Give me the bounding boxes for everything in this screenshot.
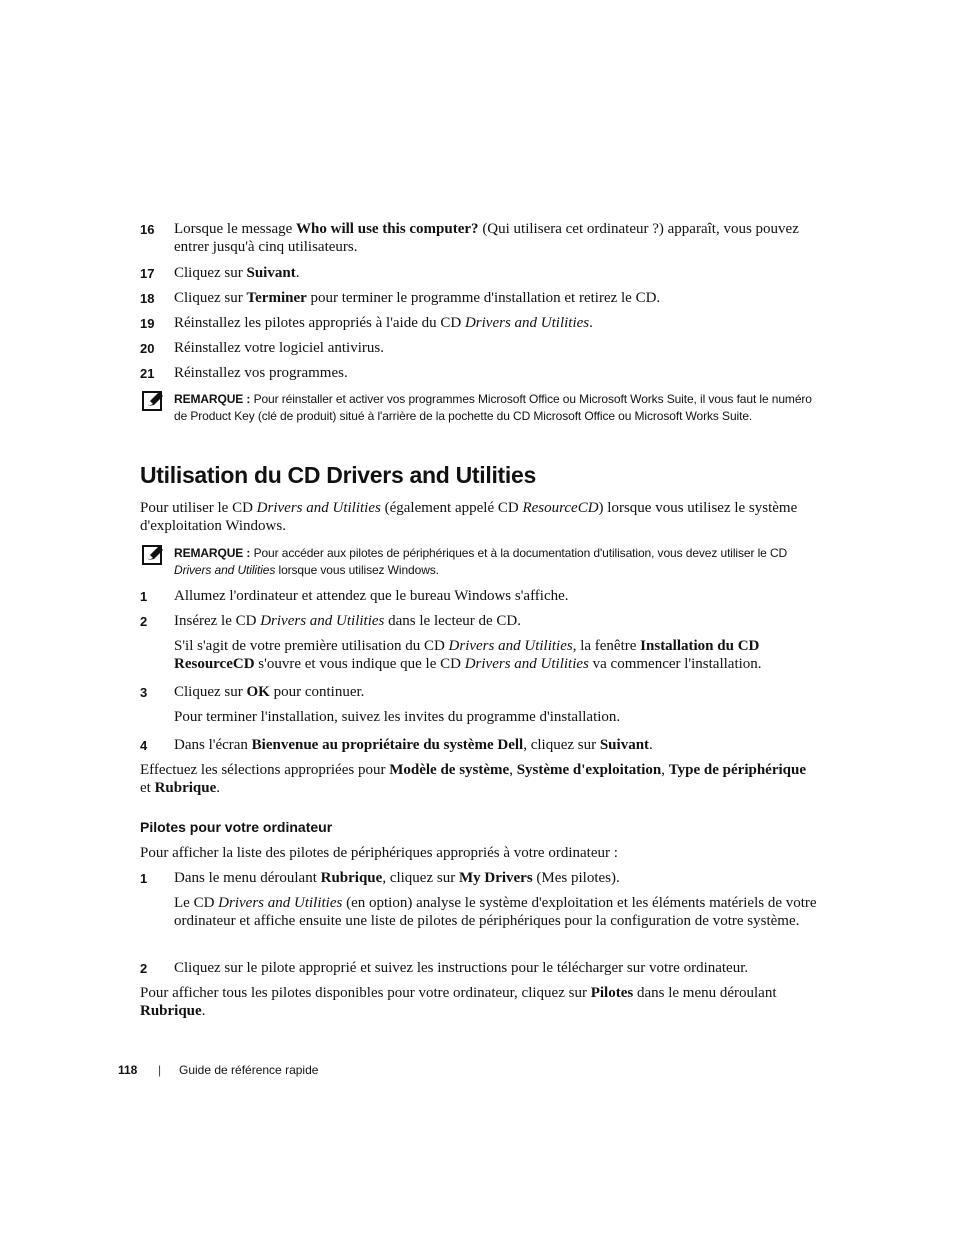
section-title: Utilisation du CD Drivers and Utilities bbox=[140, 462, 536, 488]
text-run: Pour afficher tous les pilotes disponibles pour votre ordinateur, cliquez sur bbox=[140, 985, 591, 1001]
step-3-detail bbox=[174, 708, 820, 726]
text-run: Effectuez les sélections appropriées pour bbox=[140, 762, 390, 778]
step-text bbox=[174, 314, 820, 332]
bold-term: Rubrique bbox=[320, 870, 383, 886]
footer-title: Guide de référence rapide bbox=[179, 1063, 319, 1077]
text-run: (Mes pilotes). bbox=[532, 870, 620, 886]
bold-term: Type de périphérique bbox=[668, 762, 807, 778]
step-number: 1 bbox=[140, 589, 148, 604]
bold-term: My Drivers bbox=[458, 870, 533, 886]
text-run: , cliquez sur bbox=[382, 870, 459, 886]
step-4 bbox=[140, 736, 820, 754]
italic-term: Drivers and Utilities bbox=[464, 656, 589, 672]
text-run: Cliquez sur le pilote approprié et suivez les instructions pour le télécharger sur votre ordinateur. bbox=[174, 960, 749, 976]
text-run: . bbox=[201, 1003, 206, 1019]
step-2 bbox=[140, 612, 820, 630]
text-run: dans le lecteur de CD. bbox=[384, 613, 522, 629]
bold-term: Rubrique bbox=[140, 1003, 202, 1019]
bold-term: Installation du CD ResourceCD bbox=[174, 638, 760, 672]
text-run: va commencer l'installation. bbox=[588, 656, 762, 672]
text-run: Insérez le CD bbox=[174, 613, 261, 629]
text-run: . bbox=[589, 315, 593, 331]
page-number: 118 bbox=[118, 1063, 138, 1077]
text-run: Le CD bbox=[174, 895, 219, 911]
note-pencil-icon bbox=[142, 391, 164, 411]
text-run: pour terminer le programme d'installation et retirez le CD. bbox=[306, 290, 661, 306]
italic-term: Drivers and Utilities bbox=[260, 613, 385, 629]
step-text bbox=[174, 289, 820, 307]
step-text bbox=[174, 736, 820, 754]
text-run: Réinstallez les pilotes appropriés à l'aide du CD bbox=[174, 315, 465, 331]
bold-term: OK bbox=[246, 684, 270, 700]
text-run: . bbox=[216, 780, 221, 796]
step-17 bbox=[140, 264, 820, 282]
text-run: et bbox=[140, 780, 155, 796]
step-text bbox=[174, 587, 820, 605]
note-body bbox=[174, 392, 812, 423]
text-run: Pour accéder aux pilotes de périphériques et à la documentation d'utilisation, vous devez utiliser le CD bbox=[250, 546, 788, 560]
text-run: Réinstallez vos programmes. bbox=[174, 365, 348, 381]
step-16 bbox=[140, 220, 820, 256]
step-1 bbox=[140, 587, 820, 605]
text-run: s'ouvre et vous indique que le CD bbox=[254, 656, 465, 672]
all-drivers-paragraph bbox=[140, 984, 820, 1020]
note-label: REMARQUE : bbox=[174, 546, 251, 560]
text-run: Lorsque le message bbox=[174, 221, 297, 237]
step-number: 21 bbox=[140, 366, 155, 381]
step-19 bbox=[140, 314, 820, 332]
step-18 bbox=[140, 289, 820, 307]
bold-term: Pilotes bbox=[590, 985, 634, 1001]
step-number: 20 bbox=[140, 341, 155, 356]
step-number: 2 bbox=[140, 961, 148, 976]
footer-separator: | bbox=[158, 1063, 162, 1077]
bold-term: Suivant bbox=[246, 265, 296, 281]
step-text bbox=[174, 612, 820, 630]
bold-term: Système d'exploitation bbox=[516, 762, 662, 778]
text-run: . bbox=[649, 737, 653, 753]
step-number: 4 bbox=[140, 738, 148, 753]
text-run: (en option) analyse le système d'exploitation et les éléments matériels de votre ordinateur et affiche ensuite une liste de pilotes de périphériques pour la configuration de votre système. bbox=[174, 895, 817, 929]
step-number: 19 bbox=[140, 316, 155, 331]
bold-term: Bienvenue au propriétaire du système Dell bbox=[251, 737, 524, 753]
step-text bbox=[174, 683, 820, 701]
note-body bbox=[174, 546, 787, 577]
step-text bbox=[174, 869, 820, 887]
step-20 bbox=[140, 339, 820, 357]
driver-step-2 bbox=[140, 959, 820, 977]
step-number: 3 bbox=[140, 685, 148, 700]
step-number: 16 bbox=[140, 222, 155, 237]
text-run: Dans le menu déroulant bbox=[174, 870, 321, 886]
step-text bbox=[174, 220, 820, 256]
text-run: , cliquez sur bbox=[523, 737, 600, 753]
step-text bbox=[174, 959, 820, 977]
bold-term: Rubrique bbox=[154, 780, 217, 796]
text-run: pour continuer. bbox=[269, 684, 365, 700]
bold-term: Terminer bbox=[246, 290, 307, 306]
step-21 bbox=[140, 364, 820, 382]
subsection-title: Pilotes pour votre ordinateur bbox=[140, 819, 333, 835]
selections-paragraph bbox=[140, 761, 820, 797]
step-2-detail bbox=[174, 637, 820, 673]
note-product-key bbox=[140, 391, 820, 425]
note-label: REMARQUE : bbox=[174, 392, 251, 406]
text-run: , bbox=[661, 762, 669, 778]
intro-paragraph bbox=[140, 499, 820, 535]
text-run: Allumez l'ordinateur et attendez que le bureau Windows s'affiche. bbox=[174, 588, 569, 604]
step-number: 1 bbox=[140, 871, 148, 886]
bold-term: Suivant bbox=[599, 737, 650, 753]
drivers-intro bbox=[140, 844, 820, 862]
text-run: lorsque vous utilisez Windows. bbox=[275, 563, 439, 577]
text-run: Pour utiliser le CD bbox=[140, 500, 257, 516]
text-run: (également appelé CD bbox=[380, 500, 523, 516]
step-3 bbox=[140, 683, 820, 701]
note-pencil-icon bbox=[142, 545, 164, 565]
text-run: , bbox=[509, 762, 517, 778]
text-run: Cliquez sur bbox=[174, 290, 247, 306]
bold-term: Modèle de système bbox=[389, 762, 510, 778]
step-number: 2 bbox=[140, 614, 148, 629]
step-text bbox=[174, 264, 820, 282]
bold-term: Who will use this computer? bbox=[296, 221, 479, 237]
text-run: S'il s'agit de votre première utilisation du CD bbox=[174, 638, 449, 654]
text-run: dans le menu déroulant bbox=[633, 985, 777, 1001]
text-run: Dans l'écran bbox=[174, 737, 252, 753]
italic-term: ResourceCD bbox=[522, 500, 599, 516]
step-text bbox=[174, 364, 820, 382]
step-number: 18 bbox=[140, 291, 155, 306]
text-run: Réinstallez votre logiciel antivirus. bbox=[174, 340, 384, 356]
text-run: Cliquez sur bbox=[174, 684, 247, 700]
italic-term: Drivers and Utilities bbox=[464, 315, 590, 331]
italic-term: Drivers and Utilities bbox=[448, 638, 573, 654]
text-run: , la fenêtre bbox=[572, 638, 641, 654]
text-run: ) lorsque vous utilisez le système d'exploitation Windows. bbox=[140, 500, 798, 534]
italic-term: Drivers and Utilities bbox=[174, 563, 276, 577]
note-drivers-cd bbox=[140, 545, 820, 579]
driver-step-1 bbox=[140, 869, 820, 887]
italic-term: Drivers and Utilities bbox=[218, 895, 343, 911]
text-run: Pour afficher la liste des pilotes de périphériques appropriés à votre ordinateur : bbox=[140, 845, 618, 861]
text-run: Pour réinstaller et activer vos programmes Microsoft Office ou Microsoft Works Suite, il vous faut le numéro de Product Key (clé de produit) situé à l'arrière de la pochette du CD Microsoft Office ou Microsoft Works Suite. bbox=[174, 392, 812, 423]
step-number: 17 bbox=[140, 266, 155, 281]
text-run: (Qui utilisera cet ordinateur ?) apparaît, vous pouvez entrer jusqu'à cinq utilisateurs. bbox=[174, 221, 799, 255]
text-run: Pour terminer l'installation, suivez les invites du programme d'installation. bbox=[174, 709, 621, 725]
italic-term: Drivers and Utilities bbox=[256, 500, 381, 516]
text-run: Cliquez sur bbox=[174, 265, 247, 281]
text-run: . bbox=[295, 265, 300, 281]
step-text bbox=[174, 339, 820, 357]
driver-step-1-detail bbox=[174, 894, 820, 930]
